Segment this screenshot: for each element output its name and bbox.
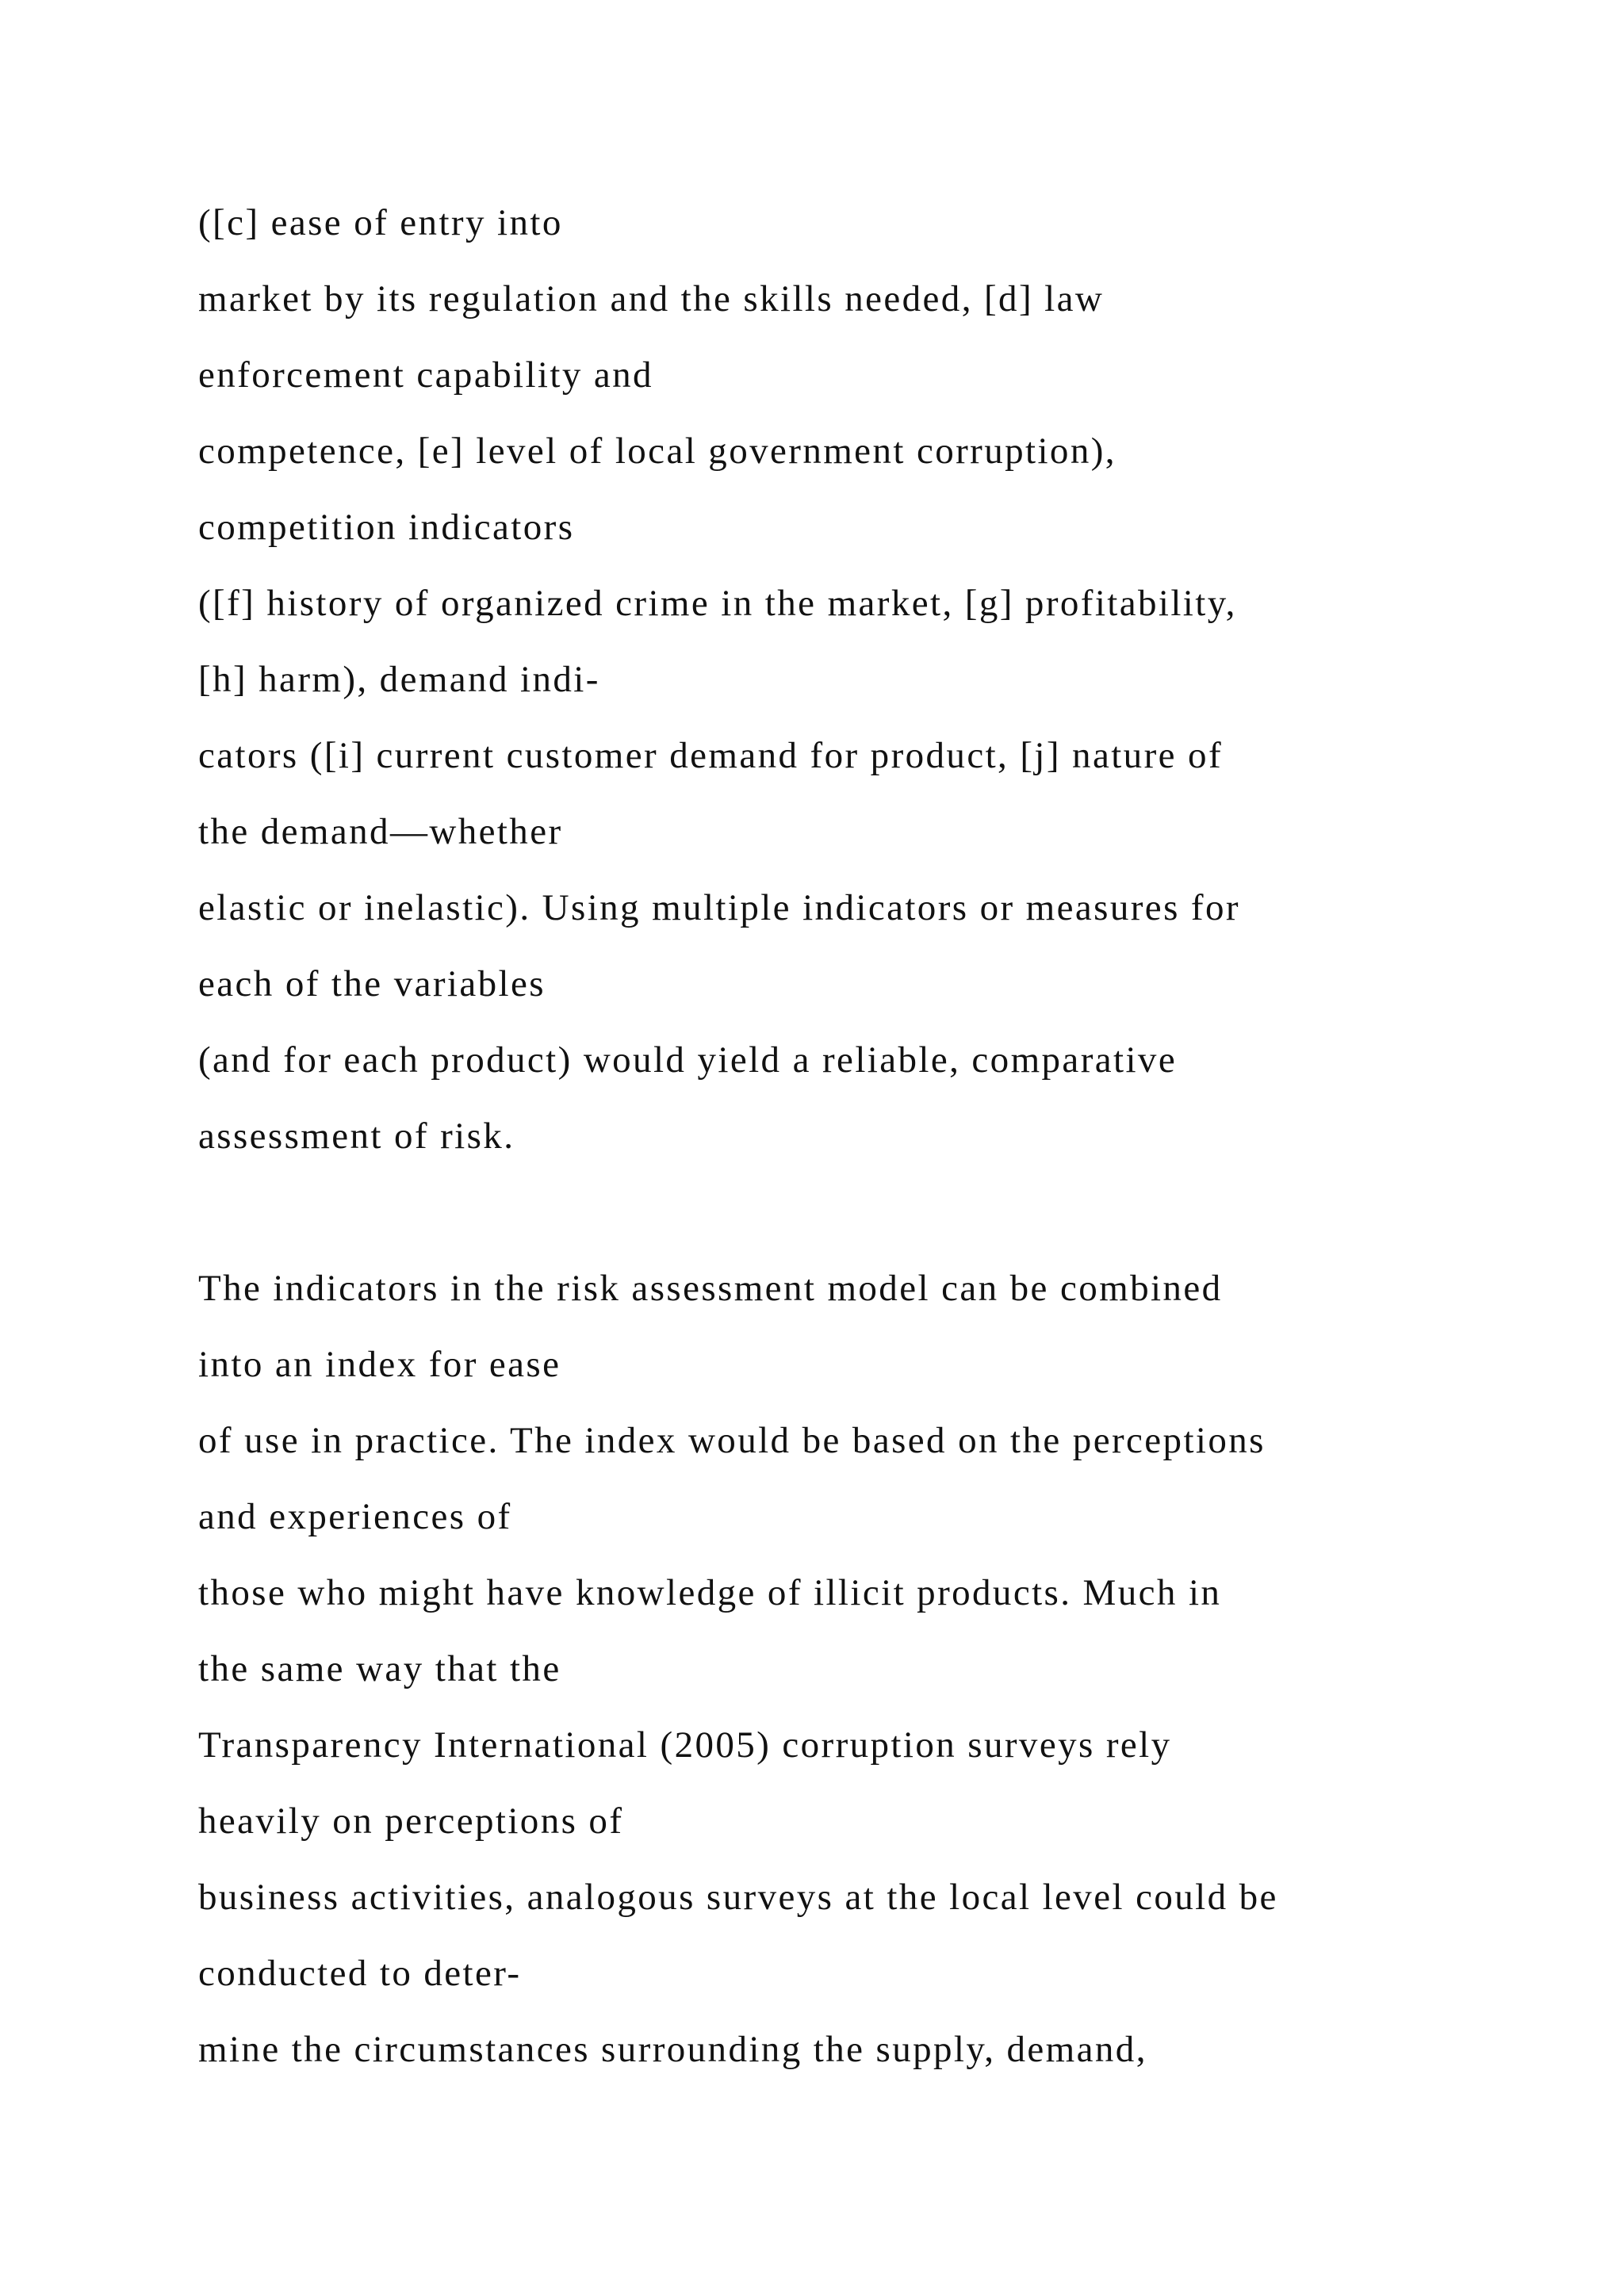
paragraph-1 [198,185,1507,1174]
text-line: enforcement capability and [198,354,653,396]
text-line: the demand—whether [198,811,563,852]
text-line: Transparency International (2005) corruption surveys rely [198,1724,1172,1766]
text-line: The indicators in the risk assessment model can be combined [198,1268,1223,1309]
text-line: each of the variables [198,963,546,1004]
text-line: ([f] history of organized crime in the market, [g] profitability, [198,583,1237,624]
text-line: [h] harm), demand indi- [198,659,600,700]
text-line: those who might have knowledge of illicit products. Much in [198,1572,1222,1613]
text-line: into an index for ease [198,1344,561,1385]
text-line: of use in practice. The index would be based on the perceptions [198,1420,1266,1461]
text-line: competition indicators [198,507,575,548]
text-line: ([c] ease of entry into [198,202,563,243]
text-line: market by its regulation and the skills needed, [d] law [198,278,1105,320]
text-line: elastic or inelastic). Using multiple indicators or measures for [198,887,1240,928]
text-line: business activities, analogous surveys at the local level could be [198,1877,1278,1918]
text-line: assessment of risk. [198,1115,515,1157]
text-line: heavily on perceptions of [198,1800,624,1842]
text-line: the same way that the [198,1648,561,1689]
text-line: mine the circumstances surrounding the supply, demand, [198,2029,1147,2070]
text-line: and experiences of [198,1496,512,1537]
text-line: (and for each product) would yield a reliable, comparative [198,1039,1178,1081]
paragraph-2 [198,1250,1507,2087]
text-line: conducted to deter- [198,1953,522,1994]
text-line: cators ([i] current customer demand for product, [j] nature of [198,735,1223,776]
text-line: competence, [e] level of local government corruption), [198,430,1116,472]
